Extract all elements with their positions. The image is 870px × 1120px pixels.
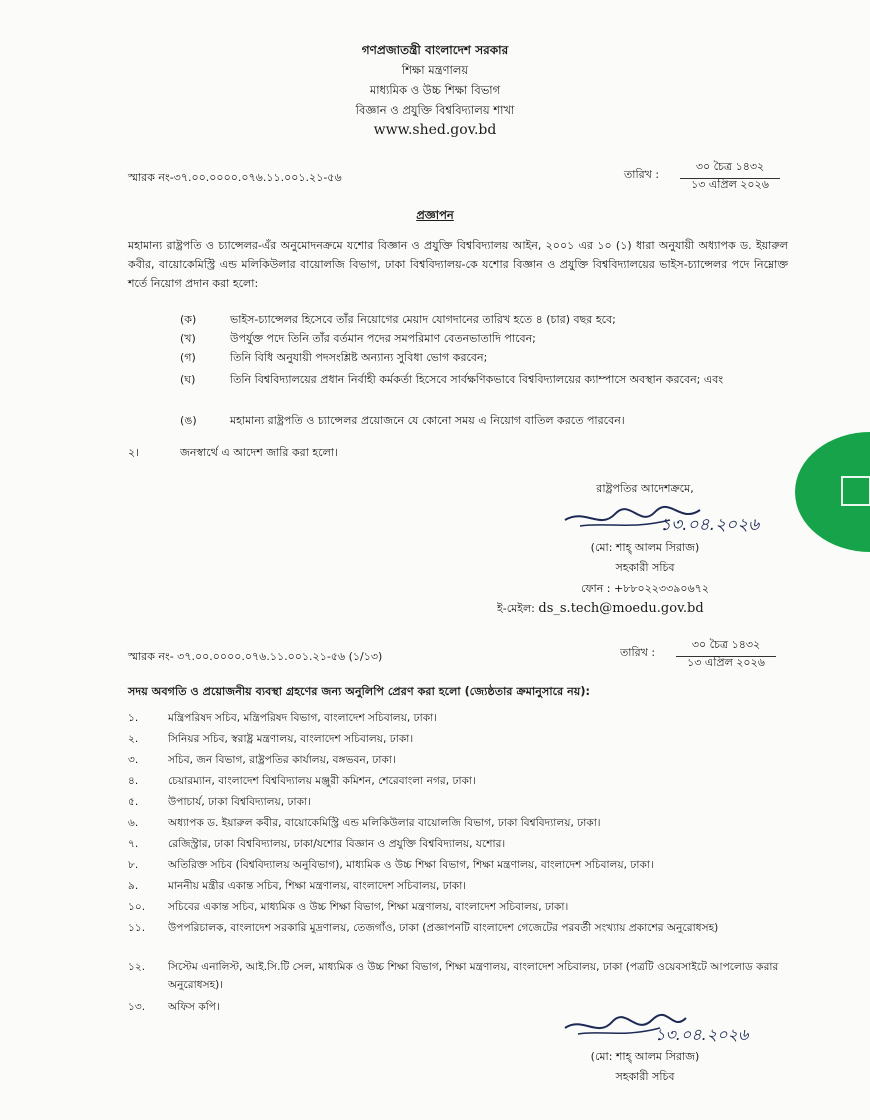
item-text: সচিব, জন বিভাগ, রাষ্ট্রপতির কার্যালয়, বঙ্গভবন, ঢাকা। — [168, 754, 396, 766]
ministry-name: শিক্ষা মন্ত্রণালয় — [401, 63, 469, 77]
item-text: রেজিস্ট্রার, ঢাকা বিশ্ববিদ্যালয়, ঢাকা/যশোর বিজ্ঞান ও প্রযুক্তি বিশ্ববিদ্যালয়, যশোর। — [168, 838, 506, 850]
body-paragraph: মহামান্য রাষ্ট্রপতি ও চ্যান্সেলর-এঁর অনুমোদনক্রমে যশোর বিজ্ঞান ও প্রযুক্তি বিশ্ববিদ্যালয় আইন, ২০০১ এর ১০ (১) ধারা অনুযায়ী অধ্যাপক ড. ইয়ারুল কবীর, বায়োকেমিস্ট্রি এন্ড মলিকিউলার বায়োলজি বিভাগ, ঢাকা বিশ্ববিদ্যালয়-কে যশোর বিজ্ঞান ও প্রযুক্তি বিশ্ববিদ্যালয়ের ভাইস-চ্যান্সেলর পদে নিম্নোক্ত শর্তে নিয়োগ প্রদান করা হলো: — [128, 239, 788, 290]
condition-item — [180, 329, 790, 348]
date-bangla: ৩০ চৈত্র ১৪৩২ — [676, 636, 776, 657]
date-gregorian: ১৩ এপ্রিল ২০২৬ — [687, 656, 765, 669]
item-text: মন্ত্রিপরিষদ সচিব, মন্ত্রিপরিষদ বিভাগ, বাংলাদেশ সচিবালয়, ঢাকা। — [168, 712, 438, 724]
government-name: গণপ্রজাতন্ত্রী বাংলাদেশ সরকার — [361, 43, 509, 57]
date-label: তারিখ : — [620, 646, 656, 659]
item-number: ২. — [128, 733, 139, 745]
list-item — [128, 877, 788, 895]
date-bangla: ৩০ চৈত্র ১৪৩২ — [680, 158, 780, 179]
item-number: ১০. — [128, 901, 146, 913]
item-number: ৭. — [128, 838, 139, 850]
branch-name: বিজ্ঞান ও প্রযুক্তি বিশ্ববিদ্যালয় শাখা — [355, 103, 515, 117]
condition-mark: (ঘ) — [180, 373, 196, 386]
item-text: অধ্যাপক ড. ইয়ারুল কবীর, বায়োকেমিস্ট্রি এন্ড মলিকিউলার বায়োলজি বিভাগ, ঢাকা বিশ্ববিদ্যালয়, ঢাকা। — [168, 817, 601, 829]
item-text: সচিবের একান্ত সচিব, মাধ্যমিক ও উচ্চ শিক্ষা বিভাগ, শিক্ষা মন্ত্রণালয়, বাংলাদেশ সচিবালয়, ঢাকা। — [168, 901, 569, 913]
item-text: উপপরিচালক, বাংলাদেশ সরকারি মুদ্রণালয়, তেজগাঁও, ঢাকা (প্রজ্ঞাপনটি বাংলাদেশ গেজেটের পরবর্তী সংখ্যায় প্রকাশের অনুরোধসহ) — [168, 922, 719, 934]
item-text: মাননীয় মন্ত্রীর একান্ত সচিব, শিক্ষা মন্ত্রণালয়, বাংলাদেশ সচিবালয়, ঢাকা। — [168, 880, 467, 892]
list-item — [128, 898, 788, 916]
memo-date — [624, 158, 784, 198]
condition-mark: (ক) — [180, 313, 197, 326]
item-text: উপাচার্য, ঢাকা বিশ্ববিদ্যালয়, ঢাকা। — [168, 796, 311, 808]
item-number: ১. — [128, 712, 139, 724]
condition-text: তিনি বিশ্ববিদ্যালয়ের প্রধান নির্বাহী কর্মকর্তা হিসেবে সার্বক্ষণিকভাবে বিশ্ববিদ্যালয়ের ক্যাম্পাসে অবস্থান করবেন; এবং — [230, 373, 724, 386]
list-item — [128, 730, 788, 748]
memo2-ref: স্মারক নং- ৩৭.০০.০০০০.০৭৬.১১.০০১.২১-৫৬ (১/১৩) — [128, 650, 383, 663]
item-number: ১৩. — [128, 1001, 146, 1013]
condition-mark: (খ) — [180, 332, 196, 345]
list-item — [128, 958, 788, 994]
division-name: মাধ্যমিক ও উচ্চ শিক্ষা বিভাগ — [369, 83, 501, 97]
item-text: সিনিয়র সচিব, স্বরাষ্ট্র মন্ত্রণালয়, বাংলাদেশ সচিবালয়, ঢাকা। — [168, 733, 414, 745]
list-item — [128, 814, 788, 832]
condition-mark: (ঙ) — [180, 414, 197, 427]
item-text: অফিস কপি। — [168, 1001, 220, 1013]
condition-item — [180, 348, 790, 367]
condition-item — [180, 411, 790, 430]
list-item — [128, 751, 788, 769]
clause-text: জনস্বার্থে এ আদেশ জারি করা হলো। — [180, 446, 338, 459]
signer-designation: সহকারী সচিব — [615, 561, 675, 574]
item-number: ১১. — [128, 922, 146, 934]
item-number: ৮. — [128, 859, 139, 871]
memo2-date — [620, 636, 780, 676]
website: www.shed.gov.bd — [373, 122, 497, 138]
item-number: ৩. — [128, 754, 139, 766]
memo-ref: স্মারক নং-৩৭.০০.০০০০.০৭৬.১১.০০১.২১-৫৬ — [128, 171, 342, 184]
item-number: ৬. — [128, 817, 139, 829]
signed-date-2: ১৩.০৪.২০২৬ — [655, 1025, 749, 1044]
email-label: ই-মেইল: — [497, 602, 535, 615]
condition-text: মহামান্য রাষ্ট্রপতি ও চ্যান্সেলর প্রয়োজনে যে কোনো সময় এ নিয়োগ বাতিল করতে পারবেন। — [230, 414, 625, 427]
date-gregorian: ১৩ এপ্রিল ২০২৬ — [691, 178, 769, 191]
item-text: অতিরিক্ত সচিব (বিশ্ববিদ্যালয় অনুবিভাগ), মাধ্যমিক ও উচ্চ শিক্ষা বিভাগ, শিক্ষা মন্ত্রণালয়, বাংলাদেশ সচিবালয়, ঢাকা। — [168, 859, 654, 871]
condition-item — [180, 370, 790, 408]
notification-title: প্রজ্ঞাপন — [416, 208, 454, 222]
cc-heading: সদয় অবগতি ও প্রয়োজনীয় ব্যবস্থা গ্রহণের জন্য অনুলিপি প্রেরণ করা হলো (জ্যেষ্ঠতার ক্রমানুসারে নয়): — [128, 685, 590, 698]
order-line: রাষ্ট্রপতির আদেশক্রমে, — [596, 482, 694, 495]
square-icon — [841, 476, 870, 506]
item-number: ৯. — [128, 880, 139, 892]
condition-text: তিনি বিধি অনুযায়ী পদসংশ্লিষ্ট অন্যান্য সুবিধা ভোগ করবেন; — [230, 351, 488, 364]
clause-number: ২। — [128, 446, 140, 459]
list-item — [128, 772, 788, 790]
signed-date: ১৩.০৪.২০২৬ — [660, 515, 760, 535]
item-number: ১২. — [128, 961, 146, 973]
item-number: ৪. — [128, 775, 139, 787]
list-item — [128, 856, 788, 874]
date-label: তারিখ : — [624, 168, 660, 181]
condition-mark: (গ) — [180, 351, 196, 364]
condition-text: ভাইস-চ্যান্সেলর হিসেবে তাঁর নিয়োগের মেয়াদ যোগদানের তারিখ হতে ৪ (চার) বছর হবে; — [230, 313, 616, 326]
condition-text: উপর্যুক্ত পদে তিনি তাঁর বর্তমান পদের সমপরিমাণ বেতনভাতাদি পাবেন; — [230, 332, 536, 345]
list-item — [128, 835, 788, 853]
floating-action-button[interactable] — [795, 432, 870, 552]
email-address[interactable]: ds_s.tech@moedu.gov.bd — [538, 601, 704, 616]
list-item — [128, 709, 788, 727]
list-item — [128, 793, 788, 811]
signer-email-line — [497, 600, 704, 619]
item-text: চেয়ারম্যান, বাংলাদেশ বিশ্ববিদ্যালয় মঞ্জুরী কমিশন, শেরেবাংলা নগর, ঢাকা। — [168, 775, 476, 787]
signer-name-2: (মো: শাহ্ আলম সিরাজ) — [590, 1050, 700, 1063]
signer-name: (মো: শাহ্ আলম সিরাজ) — [590, 541, 700, 554]
signer-phone: ফোন : +৮৮০২২৩৩৯০৬৭২ — [581, 582, 709, 595]
condition-item — [180, 310, 790, 329]
item-text: সিস্টেম এনালিস্ট, আই.সি.টি সেল, মাধ্যমিক ও উচ্চ শিক্ষা বিভাগ, শিক্ষা মন্ত্রণালয়, বাংলাদেশ সচিবালয়, ঢাকা (পত্রটি ওয়েবসাইটে আপলোড করার অনুরোধসহ)। — [168, 961, 779, 991]
item-number: ৫. — [128, 796, 139, 808]
list-item — [128, 919, 788, 955]
signer-designation-2: সহকারী সচিব — [615, 1070, 675, 1083]
